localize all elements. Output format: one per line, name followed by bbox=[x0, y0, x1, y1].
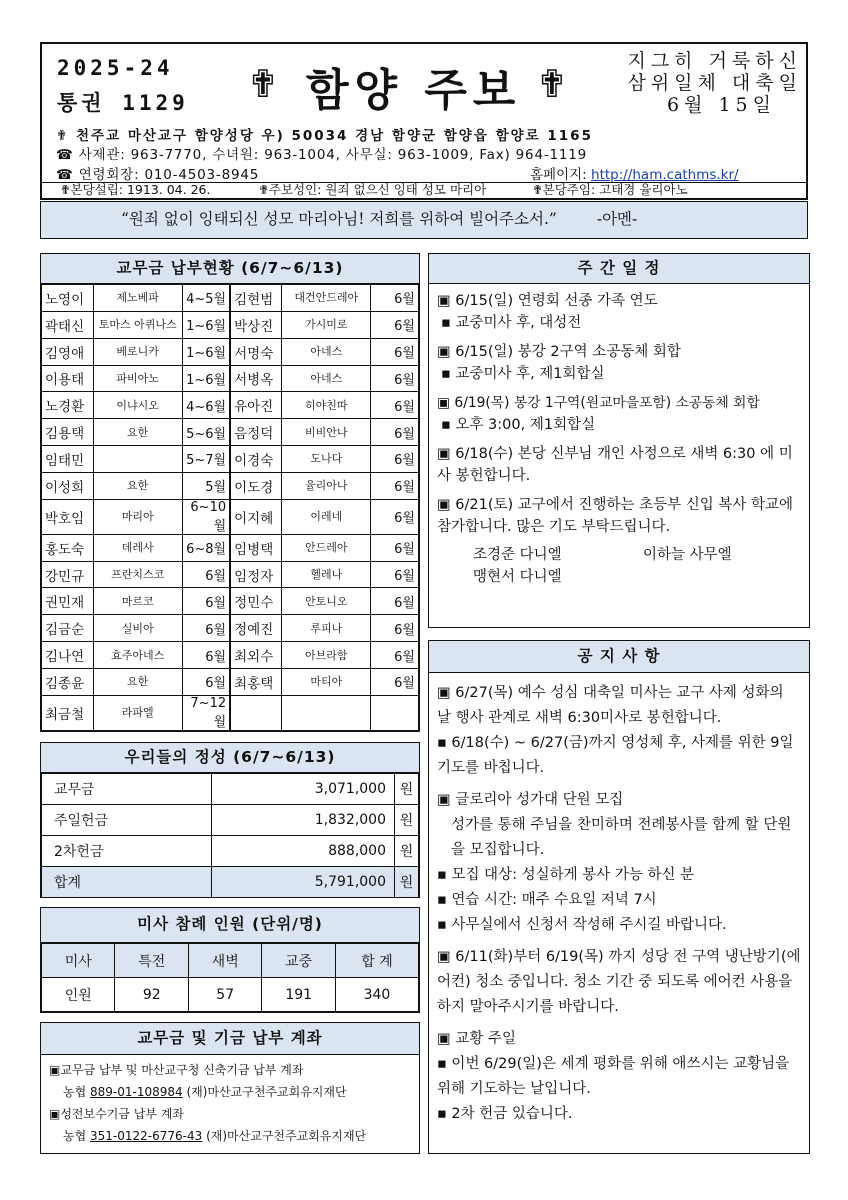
baptismal-name: 율리아나 bbox=[282, 472, 371, 499]
notice-detail: ▪ 모집 대상: 성실하게 봉사 가능 하신 분 bbox=[437, 867, 695, 883]
paid-months: 6월 bbox=[371, 338, 419, 365]
offering-unit: 원 bbox=[395, 867, 419, 898]
paid-months: 6월 bbox=[182, 615, 230, 642]
paid-months: 4~6월 bbox=[182, 392, 230, 419]
account-heading: ▣성전보수기금 납부 계좌 bbox=[49, 1107, 184, 1121]
prayer-banner bbox=[40, 201, 808, 239]
phone-numbers: ☎ 사제관: 963-7770, 수녀원: 963-1004, 사무실: 963-1009, Fax) 964-1119 bbox=[56, 147, 588, 163]
paid-months: 4~5월 bbox=[182, 285, 230, 312]
paid-months: 6월 bbox=[182, 588, 230, 615]
attendance-title: 미사 참례 인원 (단위/명) bbox=[41, 908, 419, 943]
baptismal-name: 아브라함 bbox=[282, 642, 371, 669]
member-name: 김금순 bbox=[42, 615, 94, 642]
attendance-value: 57 bbox=[188, 978, 261, 1012]
paid-months: 6월 bbox=[371, 285, 419, 312]
attendance-panel bbox=[40, 907, 420, 1013]
feast-line: 지그히 거룩하신 bbox=[627, 50, 802, 72]
member-name: 정민수 bbox=[230, 588, 282, 615]
column-header: 새벽 bbox=[188, 944, 261, 978]
dues-panel bbox=[40, 253, 420, 732]
table-row-total bbox=[42, 867, 419, 898]
prayer-text: “원죄 없이 잉태되신 성모 마리아님! 저희를 위하여 빌어주소서.” bbox=[121, 210, 557, 228]
offering-amount: 3,071,000 bbox=[212, 774, 395, 805]
schedule-item: ▣ 6/21(토) 교구에서 진행하는 초등부 신입 복사 학교에 참가합니다. 많은 기도 부탁드립니다. bbox=[437, 497, 793, 535]
baptismal-name: 마리아 bbox=[93, 499, 182, 534]
table-row bbox=[42, 419, 419, 446]
list-item bbox=[437, 290, 801, 334]
notice-item: ▣ 6/27(목) 예수 성심 대축일 미사는 교구 사제 성화의 날 행사 관계로 새벽 6:30미사로 봉헌합니다. bbox=[437, 685, 784, 726]
schedule-item: ▣ 6/15(일) 봉강 2구역 소공동체 회합 bbox=[437, 344, 681, 360]
member-name: 김종윤 bbox=[42, 668, 94, 695]
table-row bbox=[42, 588, 419, 615]
paid-months: 6~10월 bbox=[182, 499, 230, 534]
baptismal-name: 라파엘 bbox=[93, 695, 182, 730]
baptismal-name: 효주아네스 bbox=[93, 642, 182, 669]
homepage-label: 홈페이지: bbox=[530, 167, 592, 183]
prayer-amen: -아멘- bbox=[596, 210, 638, 228]
masthead bbox=[40, 42, 808, 200]
member-name: 이경숙 bbox=[230, 446, 282, 473]
offering-label: 주일헌금 bbox=[42, 805, 212, 836]
accounts-panel bbox=[40, 1022, 420, 1154]
column-header: 특전 bbox=[115, 944, 188, 978]
table-row bbox=[42, 446, 419, 473]
paid-months: 5월 bbox=[182, 472, 230, 499]
member-name: 임정자 bbox=[230, 561, 282, 588]
baptismal-name bbox=[282, 695, 371, 730]
notice-list bbox=[429, 673, 809, 1140]
baptismal-name: 안드레아 bbox=[282, 534, 371, 561]
account-heading: ▣교무금 납부 및 마산교구청 신축기금 납부 계좌 bbox=[49, 1063, 304, 1077]
account-number: 351-0122-6776-43 bbox=[90, 1129, 203, 1143]
paid-months: 6월 bbox=[182, 561, 230, 588]
member-name bbox=[230, 695, 282, 730]
accounts-title: 교무금 및 기금 납부 계좌 bbox=[41, 1023, 419, 1055]
member-name: 최홍택 bbox=[230, 668, 282, 695]
schedule-panel bbox=[428, 253, 810, 628]
notice-detail: ▪ 6/18(수) ~ 6/27(금)까지 영성체 후, 사제를 위한 9일기도를 바칩니다. bbox=[437, 735, 794, 776]
member-name: 이도경 bbox=[230, 472, 282, 499]
list-item bbox=[437, 945, 801, 1020]
paid-months: 6월 bbox=[371, 588, 419, 615]
table-row bbox=[42, 534, 419, 561]
member-name: 이성희 bbox=[42, 472, 94, 499]
baptismal-name: 제노베파 bbox=[93, 285, 182, 312]
paid-months: 5~6월 bbox=[182, 419, 230, 446]
server-name: 이하늘 사무엘 bbox=[643, 547, 732, 563]
paid-months: 6월 bbox=[371, 642, 419, 669]
paid-months: 1~6월 bbox=[182, 338, 230, 365]
notice-item: ▣ 6/11(화)부터 6/19(목) 까지 성당 전 구역 냉난방기(에어컨) 청소 중입니다. 청소 기간 중 되도록 에어컨 사용을 하지 말아주시기를 바랍니다. bbox=[437, 949, 801, 1015]
member-name: 김나연 bbox=[42, 642, 94, 669]
patron-saint: ✟주보성인: 원죄 없으신 잉태 성모 마리아 bbox=[258, 182, 487, 197]
list-item bbox=[437, 443, 801, 487]
dues-table bbox=[41, 284, 419, 731]
paid-months bbox=[371, 695, 419, 730]
baptismal-name: 대건안드레아 bbox=[282, 285, 371, 312]
parish-facts bbox=[60, 180, 688, 198]
paid-months: 1~6월 bbox=[182, 365, 230, 392]
paid-months: 7~12월 bbox=[182, 695, 230, 730]
column-header: 교중 bbox=[262, 944, 335, 978]
baptismal-name: 베로니카 bbox=[93, 338, 182, 365]
member-name: 박호임 bbox=[42, 499, 94, 534]
column-header: 미사 bbox=[42, 944, 115, 978]
baptismal-name: 프란치스코 bbox=[93, 561, 182, 588]
table-row bbox=[42, 499, 419, 534]
baptismal-name: 실비아 bbox=[93, 615, 182, 642]
member-name: 최외수 bbox=[230, 642, 282, 669]
notice-detail: ▪ 사무실에서 신청서 작성해 주시길 바랍니다. bbox=[437, 917, 727, 933]
offering-unit: 원 bbox=[395, 836, 419, 867]
account-line bbox=[41, 1125, 419, 1147]
notice-detail: ▪ 2차 헌금 있습니다. bbox=[437, 1106, 573, 1122]
paid-months: 6월 bbox=[371, 311, 419, 338]
paid-months: 1~6월 bbox=[182, 311, 230, 338]
account-line bbox=[41, 1081, 419, 1103]
offering-panel bbox=[40, 742, 420, 898]
table-row bbox=[42, 805, 419, 836]
baptismal-name: 안토니오 bbox=[282, 588, 371, 615]
member-name: 유아진 bbox=[230, 392, 282, 419]
notice-detail: ▪ 이번 6/29(일)은 세계 평화를 위해 애쓰시는 교황님을 위해 기도하는 날입니다. bbox=[437, 1056, 790, 1097]
paid-months: 6월 bbox=[371, 561, 419, 588]
bank-name: 농협 bbox=[63, 1129, 87, 1143]
schedule-item: ▣ 6/18(수) 본당 신부님 개인 사정으로 새벽 6:30 에 미사 봉헌합니다. bbox=[437, 446, 793, 484]
schedule-detail: ▪ 교중미사 후, 제1회합실 bbox=[441, 366, 605, 382]
table-row bbox=[42, 365, 419, 392]
schedule-detail: ▪ 교중미사 후, 대성전 bbox=[441, 315, 582, 331]
table-row bbox=[42, 695, 419, 730]
dues-title: 교무금 납부현황 (6/7~6/13) bbox=[41, 254, 419, 284]
pastor: ✟본당주임: 고태경 율리아노 bbox=[532, 182, 688, 197]
table-header-row bbox=[42, 944, 419, 978]
notices-title: 공 지 사 항 bbox=[429, 641, 809, 673]
bank-name: 농협 bbox=[63, 1085, 87, 1099]
baptismal-name: 요한 bbox=[93, 668, 182, 695]
member-name: 박상진 bbox=[230, 311, 282, 338]
feast-day bbox=[592, 50, 802, 116]
table-row bbox=[42, 978, 419, 1012]
contact-phone: ☎ 연령회장: 010-4503-8945 bbox=[56, 167, 260, 183]
baptismal-name bbox=[93, 446, 182, 473]
paid-months: 6월 bbox=[371, 446, 419, 473]
table-row bbox=[42, 615, 419, 642]
member-name: 서명숙 bbox=[230, 338, 282, 365]
table-row bbox=[42, 285, 419, 312]
publication-title: 함양 주보 bbox=[306, 65, 522, 116]
list-item bbox=[437, 494, 801, 538]
cross-icon: ✟ bbox=[247, 62, 279, 106]
offering-unit: 원 bbox=[395, 774, 419, 805]
member-name: 정예진 bbox=[230, 615, 282, 642]
notices-panel bbox=[428, 640, 810, 1154]
baptismal-name: 비비안나 bbox=[282, 419, 371, 446]
baptismal-name: 도나다 bbox=[282, 446, 371, 473]
notice-item: ▣ 글로리아 성가대 단원 모집 bbox=[437, 792, 624, 808]
member-name: 김영애 bbox=[42, 338, 94, 365]
schedule-title: 주 간 일 정 bbox=[429, 254, 809, 284]
paid-months: 6월 bbox=[371, 419, 419, 446]
table-row bbox=[42, 561, 419, 588]
paid-months: 5~7월 bbox=[182, 446, 230, 473]
member-name: 홍도숙 bbox=[42, 534, 94, 561]
baptismal-name: 마르코 bbox=[93, 588, 182, 615]
offering-label: 합계 bbox=[42, 867, 212, 898]
attendance-total: 340 bbox=[335, 978, 418, 1012]
account-holder: (재)마산교구천주교회유지재단 bbox=[206, 1129, 367, 1143]
baptismal-name: 요한 bbox=[93, 472, 182, 499]
baptismal-name: 토마스 아퀴나스 bbox=[93, 311, 182, 338]
baptismal-name: 데레사 bbox=[93, 534, 182, 561]
paid-months: 6월 bbox=[371, 668, 419, 695]
table-row bbox=[42, 642, 419, 669]
homepage-link[interactable]: http://ham.cathms.kr/ bbox=[591, 167, 739, 183]
member-name: 노영이 bbox=[42, 285, 94, 312]
member-name: 최금철 bbox=[42, 695, 94, 730]
paid-months: 6~8월 bbox=[182, 534, 230, 561]
server-name: 조경준 다니엘 bbox=[473, 547, 562, 563]
attendance-value: 191 bbox=[262, 978, 335, 1012]
cross-icon: ✟ bbox=[536, 62, 568, 106]
row-label: 인원 bbox=[42, 978, 115, 1012]
table-row bbox=[42, 836, 419, 867]
offering-title: 우리들의 정성 (6/7~6/13) bbox=[41, 743, 419, 773]
table-row bbox=[42, 338, 419, 365]
parish-address: ✟ 천주교 마산교구 함양성당 우) 50034 경남 함양군 함양읍 함양로 1165 bbox=[56, 128, 593, 144]
table-row bbox=[42, 774, 419, 805]
baptismal-name: 아네스 bbox=[282, 338, 371, 365]
offering-amount: 1,832,000 bbox=[212, 805, 395, 836]
notice-detail: ▪ 연습 시간: 매주 수요일 저녁 7시 bbox=[437, 892, 657, 908]
offering-table bbox=[41, 773, 419, 898]
list-item bbox=[437, 1027, 801, 1127]
table-row bbox=[42, 668, 419, 695]
baptismal-name: 아네스 bbox=[282, 365, 371, 392]
baptismal-name: 가시미로 bbox=[282, 311, 371, 338]
notice-item: ▣ 교황 주일 bbox=[437, 1031, 516, 1047]
notice-description: 성가를 통해 주님을 찬미하며 전례봉사를 함께 할 단원을 모집합니다. bbox=[451, 817, 792, 858]
table-row bbox=[42, 311, 419, 338]
account-holder: (재)마산교구천주교회유지재단 bbox=[186, 1085, 347, 1099]
volume-number: 통권 1129 bbox=[57, 91, 189, 115]
baptismal-name: 이레네 bbox=[282, 499, 371, 534]
schedule-item: ▣ 6/19(목) 봉강 1구역(원교마을포함) 소공동체 회합 bbox=[437, 395, 760, 411]
attendance-table bbox=[41, 943, 419, 1012]
altar-server-names bbox=[437, 544, 801, 588]
offering-label: 2차헌금 bbox=[42, 836, 212, 867]
paid-months: 6월 bbox=[182, 642, 230, 669]
member-name: 강민규 bbox=[42, 561, 94, 588]
baptismal-name: 파비아노 bbox=[93, 365, 182, 392]
paid-months: 6월 bbox=[371, 615, 419, 642]
list-item bbox=[437, 392, 801, 436]
member-name: 이지혜 bbox=[230, 499, 282, 534]
paid-months: 6월 bbox=[371, 392, 419, 419]
list-item bbox=[437, 681, 801, 781]
column-header: 합 계 bbox=[335, 944, 418, 978]
offering-label: 교무금 bbox=[42, 774, 212, 805]
schedule-list bbox=[429, 284, 809, 594]
member-name: 김용택 bbox=[42, 419, 94, 446]
member-name: 임태민 bbox=[42, 446, 94, 473]
account-number: 889-01-108984 bbox=[90, 1085, 183, 1099]
offering-amount: 5,791,000 bbox=[212, 867, 395, 898]
paid-months: 6월 bbox=[371, 472, 419, 499]
schedule-detail: ▪ 오후 3:00, 제1회합실 bbox=[441, 417, 596, 433]
member-name: 노경환 bbox=[42, 392, 94, 419]
member-name: 김현범 bbox=[230, 285, 282, 312]
baptismal-name: 히야친따 bbox=[282, 392, 371, 419]
baptismal-name: 루피나 bbox=[282, 615, 371, 642]
member-name: 음정덕 bbox=[230, 419, 282, 446]
schedule-item: ▣ 6/15(일) 연령회 선종 가족 연도 bbox=[437, 293, 658, 309]
member-name: 곽태신 bbox=[42, 311, 94, 338]
attendance-value: 92 bbox=[115, 978, 188, 1012]
list-item bbox=[437, 341, 801, 385]
offering-unit: 원 bbox=[395, 805, 419, 836]
paid-months: 6월 bbox=[371, 534, 419, 561]
parish-founded: ✟본당설립: 1913. 04. 26. bbox=[60, 182, 211, 197]
baptismal-name: 마티아 bbox=[282, 668, 371, 695]
paid-months: 6월 bbox=[371, 365, 419, 392]
feast-date: 6월 15일 bbox=[666, 94, 776, 116]
offering-amount: 888,000 bbox=[212, 836, 395, 867]
member-name: 권민재 bbox=[42, 588, 94, 615]
server-name: 맹현서 다니엘 bbox=[473, 569, 562, 585]
table-row bbox=[42, 392, 419, 419]
paid-months: 6월 bbox=[371, 499, 419, 534]
feast-line: 삼위일체 대축일 bbox=[627, 72, 802, 94]
paid-months: 6월 bbox=[182, 668, 230, 695]
list-item bbox=[437, 788, 801, 938]
member-name: 임병택 bbox=[230, 534, 282, 561]
table-row bbox=[42, 472, 419, 499]
baptismal-name: 요한 bbox=[93, 419, 182, 446]
member-name: 서병옥 bbox=[230, 365, 282, 392]
issue-number: 2025-24 bbox=[57, 56, 174, 80]
member-name: 이용태 bbox=[42, 365, 94, 392]
baptismal-name: 이냐시오 bbox=[93, 392, 182, 419]
baptismal-name: 헬레나 bbox=[282, 561, 371, 588]
